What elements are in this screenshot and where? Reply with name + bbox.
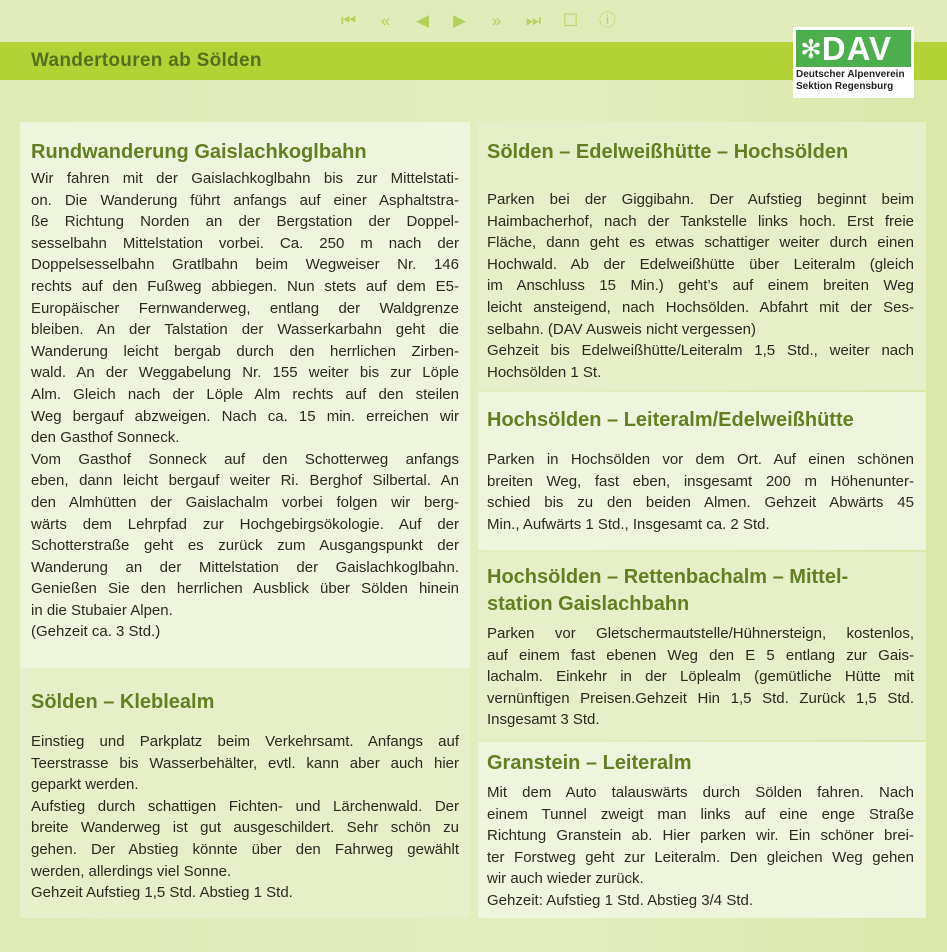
logo-line1: Deutscher Alpenverein — [796, 69, 905, 80]
text-line: Parken in Hochsölden vor dem Ort. Auf einen schönen — [487, 451, 914, 468]
text-line: selbahn. (DAV Ausweis nicht vergessen) — [487, 320, 757, 338]
text-line: einem Tunnel zweigt man links auf eine enge Straße — [487, 805, 914, 823]
text-line: lachalm. Einkehr in der Löplealm (gemütliche Hütte mit — [487, 668, 914, 686]
text-line: Hochsölden 1 St. — [487, 363, 602, 381]
last-page-icon[interactable]: ⏭ — [525, 11, 542, 30]
text-line: vernünftigen Preisen.Gehzeit Hin 1,5 Std. Zurück 1,5 Std. — [487, 689, 914, 707]
text-line: Mit dem Auto talauswärts durch Sölden fahren. Nach — [487, 784, 914, 801]
tour-description — [487, 449, 914, 535]
text-line: Gehzeit bis Edelweißhütte/Leiteralm 1,5 Std., weiter nach — [487, 342, 914, 360]
text-line: Haimbacherhof, nach der Tankstelle links hoch. Erst freie — [487, 212, 914, 230]
text-line: bleiben. An der Talstation der Wasserkarbahn geht die — [31, 321, 459, 339]
text-line: breiten Weg, fast eben, insgesamt 200 m Höhenunter- — [487, 472, 914, 490]
page-title: Wandertouren ab Sölden — [31, 50, 262, 71]
tour-description — [31, 731, 459, 904]
text-line: Schotterstraße geht es zurück zum Ausgangspunkt der — [31, 537, 459, 555]
text-line: Wanderung leicht bergab durch den herrlichen Zirben- — [31, 342, 459, 360]
text-line: Einstieg und Parkplatz beim Verkehrsamt. Anfangs auf — [31, 733, 459, 750]
text-line: den Almhütten der Gaislachalm vorbei folgen wir berg- — [31, 493, 459, 511]
fast-back-icon[interactable]: « — [380, 11, 391, 30]
text-line: Fläche, dann geht es etwas schattiger weiter durch einen — [487, 234, 914, 252]
text-line: werden, allerdings viel Sonne. — [31, 862, 232, 880]
tour-title-line: station Gaislachbahn — [487, 593, 690, 615]
text-line: auf einem fast ebenen Weg den E 5 entlang zur Gais- — [487, 646, 914, 664]
tour-description — [487, 189, 914, 383]
logo-subtitle — [796, 69, 911, 93]
text-line: wald. An der Weggabelung Nr. 155 weiter bis zur Löple — [31, 364, 459, 382]
text-line: Vom Gasthof Sonneck auf den Schotterweg anfangs — [31, 450, 459, 468]
tour-title — [487, 564, 848, 618]
info-icon[interactable]: ⓘ — [599, 11, 616, 30]
text-line: Hochwald. Ab der Edelweißhütte über Leiteralm (gleich — [487, 255, 914, 273]
text-line: Wanderung an der Mittelstation der Gaislachkoglbahn. — [31, 558, 459, 576]
text-line: Teerstrasse bis Wasserbehälter, evtl. kann aber auch hier — [31, 754, 459, 772]
text-line: den Gasthof Sonneck. — [31, 429, 180, 447]
window-icon[interactable]: ☐ — [562, 11, 579, 30]
text-line: Gehzeit: Aufstieg 1 Std. Abstieg 3/4 Std. — [487, 891, 754, 909]
first-page-icon[interactable]: ⏮ — [340, 11, 357, 30]
text-line: leicht ansteigend, nach Hochsölden. Abfahrt mit der Ses- — [487, 298, 914, 316]
text-line: wärts dem Lehrpfad zur Hochgebirgsökologie. Auf der — [31, 515, 459, 533]
text-line: ter Forstweg geht zur Leiteralm. Den gleichen Weg gehen — [487, 848, 914, 866]
tour-title-line: Hochsölden – Rettenbachalm – Mittel- — [487, 566, 849, 588]
text-line: Min., Aufwärts 1 Std., Insgesamt ca. 2 Std. — [487, 515, 770, 533]
text-line: eben, dann leicht bergauf weiter Ri. Berghof Silbertal. An — [31, 472, 459, 490]
tour-title-line: Rundwanderung Gaislachkoglbahn — [31, 141, 367, 163]
text-line: schied bis zu den beiden Almen. Gehzeit Abwärts 45 — [487, 494, 914, 512]
tour-title-line: Hochsölden – Leiteralm/Edelweißhütte — [487, 409, 854, 431]
text-line: on. Die Wanderung führt anfangs auf einer Asphaltstra- — [31, 191, 459, 209]
dav-logo — [793, 27, 914, 98]
tour-title-line: Sölden – Edelweißhütte – Hochsölden — [487, 141, 849, 163]
text-line: Insgesamt 3 Std. — [487, 711, 600, 729]
logo-mark — [796, 30, 911, 67]
text-line: Parken vor Gletschermautstelle/Hühnersteign, kostenlos, — [487, 625, 914, 642]
text-line: in die Stubaier Alpen. — [31, 601, 173, 619]
text-line: Europäischer Fernwanderweg, entlang der Waldgrenze — [31, 299, 459, 317]
text-line: gehen. Der Abstieg könnte über den Fahrweg gewählt — [31, 840, 459, 858]
tour-title-line: Sölden – Kleblealm — [31, 691, 215, 713]
fast-forward-icon[interactable]: » — [491, 11, 502, 30]
text-line: im Anschluss 15 Min.) geht’s auf einem breiten Weg — [487, 277, 914, 295]
previous-icon[interactable]: ◀ — [415, 11, 430, 30]
text-line: ße Richtung Norden an der Bergstation der Doppel- — [31, 213, 459, 231]
text-line: rechts auf den Fußweg abbiegen. Nun stets auf dem E5- — [31, 277, 459, 295]
text-line: sesselbahn Mittelstation vorbei. Ca. 250 m nach der — [31, 234, 459, 252]
text-line: geparkt werden. — [31, 776, 139, 794]
tour-title — [487, 139, 848, 166]
page-navigation — [330, 8, 626, 34]
text-line: Weg bergauf abzweigen. Nach ca. 15 min. erreichen wir — [31, 407, 459, 425]
logo-text: DAV — [821, 30, 893, 67]
text-line: Doppelsesselbahn Gratlbahn beim Wegweiser Nr. 146 — [31, 256, 459, 274]
tour-title — [31, 689, 214, 716]
text-line: Richtung Granstein ab. Hier parken wir. Ein schöner brei- — [487, 827, 914, 845]
text-line: Parken bei der Giggibahn. Der Aufstieg beginnt beim — [487, 191, 914, 208]
text-line: (Gehzeit ca. 3 Std.) — [31, 623, 161, 641]
text-line: Gehzeit Aufstieg 1,5 Std. Abstieg 1 Std. — [31, 884, 293, 902]
text-line: Alm. Gleich nach der Löple Alm rechts auf den steilen — [31, 385, 459, 403]
tour-description — [487, 782, 914, 912]
tour-title — [487, 407, 854, 434]
tour-title — [487, 750, 692, 777]
edelweiss-icon: ✻ — [800, 33, 822, 64]
tour-description — [31, 168, 459, 643]
tour-title — [31, 139, 367, 166]
text-line: Genießen Sie den herrlichen Ausblick über Sölden hinein — [31, 580, 459, 598]
text-line: Aufstieg durch schattigen Fichten- und Lärchenwald. Der — [31, 797, 459, 815]
next-icon[interactable]: ▶ — [452, 11, 467, 30]
text-line: Wir fahren mit der Gaislachkoglbahn bis zur Mittelstati- — [31, 170, 459, 187]
logo-line2: Sektion Regensburg — [796, 81, 894, 92]
text-line: wir auch wieder zurück. — [487, 870, 644, 888]
tour-description — [487, 623, 914, 731]
text-line: breite Wanderweg ist gut ausgeschildert. Sehr schön zu — [31, 819, 459, 837]
tour-title-line: Granstein – Leiteralm — [487, 752, 692, 774]
